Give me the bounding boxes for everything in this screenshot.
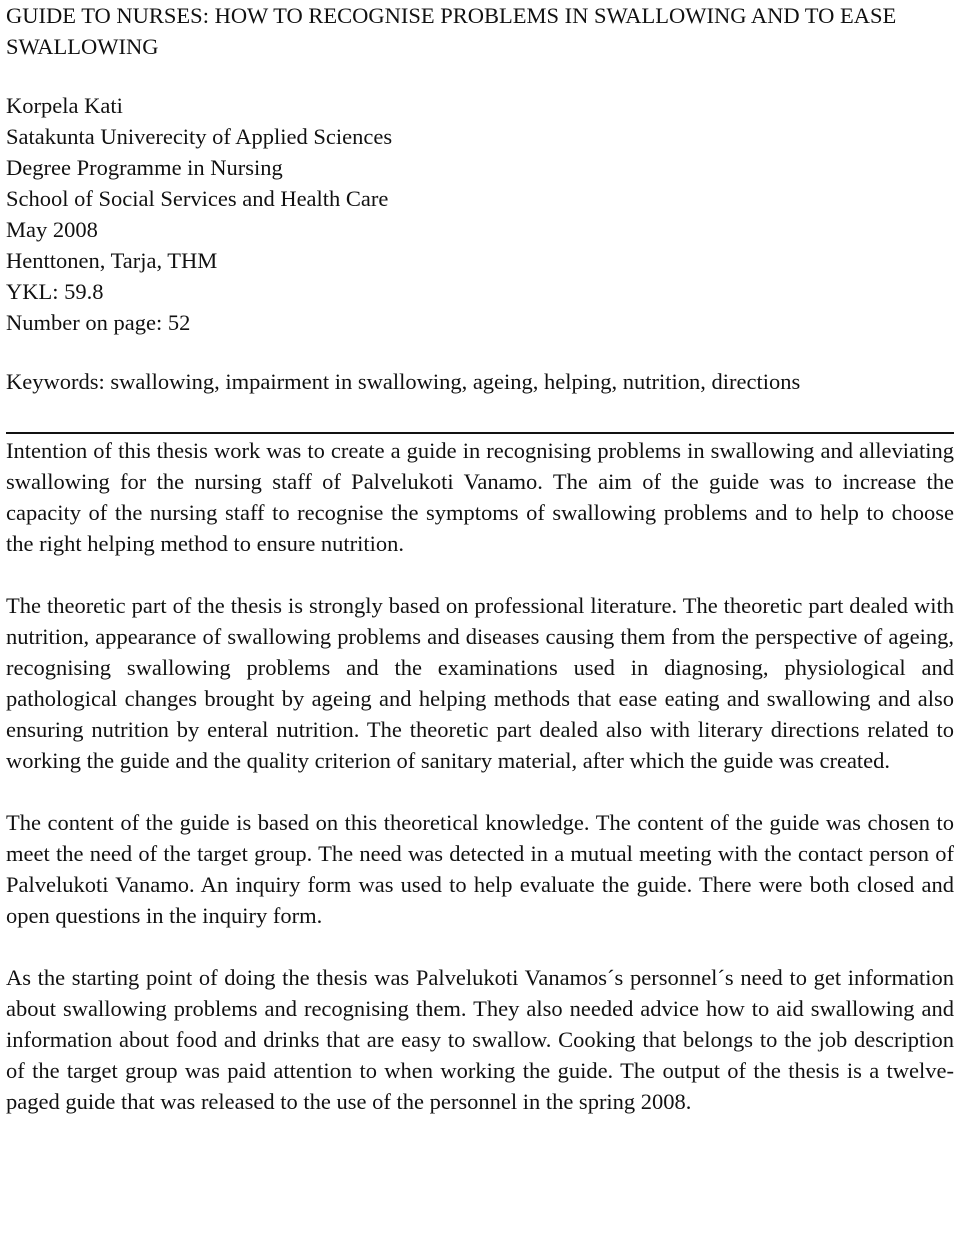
- abstract-paragraph-output: As the starting point of doing the thesis was Palvelukoti Vanamos´s personnel´s need to get information about swallowing problems and recognising them. They also needed advice how to aid swallowing and information about food and drinks that are easy to swallow. Cooking that belongs to the job description of the target group was paid attention to when working the guide. The output of the thesis is a twelve-paged guide that was released to the use of the personnel in the spring 2008.: [6, 965, 954, 1114]
- page-count-line: Number on page: 52: [6, 310, 191, 335]
- programme-line: Degree Programme in Nursing: [6, 155, 283, 180]
- institution-line: Satakunta Univerecity of Applied Sciences: [6, 124, 393, 149]
- author-line: Korpela Kati: [6, 93, 123, 118]
- section-divider: [6, 432, 954, 434]
- document-title: GUIDE TO NURSES: HOW TO RECOGNISE PROBLEMS IN SWALLOWING AND TO EASE SWALLOWING: [6, 3, 897, 59]
- keywords-line: Keywords: swallowing, impairment in swallowing, ageing, helping, nutrition, directions: [6, 369, 801, 394]
- school-line: School of Social Services and Health Care: [6, 186, 389, 211]
- classification-line: YKL: 59.8: [6, 279, 104, 304]
- abstract-paragraph-content: The content of the guide is based on this theoretical knowledge. The content of the guide was chosen to meet the need of the target group. The need was detected in a mutual meeting with the contact person of Palvelukoti Vanamo. An inquiry form was used to help evaluate the guide. There were both closed and open questions in the inquiry form.: [6, 810, 954, 928]
- abstract-body: [6, 435, 954, 1148]
- supervisor-line: Henttonen, Tarja, THM: [6, 248, 218, 273]
- document-page: [6, 0, 954, 1239]
- date-line: May 2008: [6, 217, 98, 242]
- abstract-paragraph-theory: The theoretic part of the thesis is strongly based on professional literature. The theoretic part dealed with nutrition, appearance of swallowing problems and diseases causing them from the perspective of ageing, recognising swallowing problems and the examinations used in diagnosing, physiological and pathological changes brought by ageing and helping methods that ease eating and swallowing and also ensuring nutrition by enteral nutrition. The theoretic part dealed also with literary directions related to working the guide and the quality criterion of sanitary material, after which the guide was created.: [6, 593, 954, 773]
- abstract-paragraph-intention: Intention of this thesis work was to create a guide in recognising problems in swallowing and alleviating swallowing for the nursing staff of Palvelukoti Vanamo. The aim of the guide was to increase the capacity of the nursing staff to recognise the symptoms of swallowing problems and to help to choose the right helping method to ensure nutrition.: [6, 438, 954, 556]
- thesis-metadata: [6, 90, 954, 338]
